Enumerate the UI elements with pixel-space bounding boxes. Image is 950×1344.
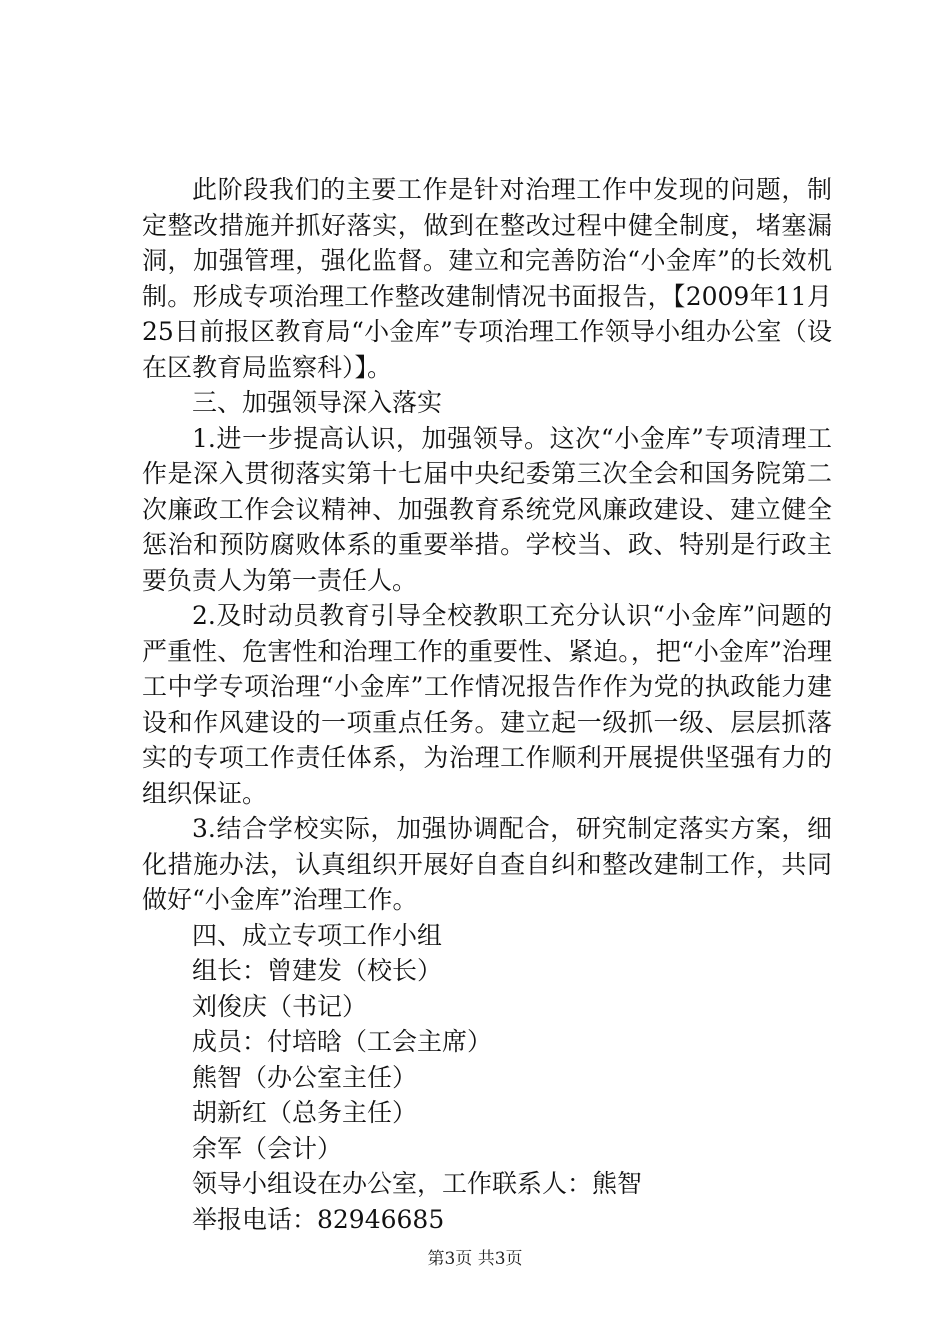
member-line: 胡新红（总务主任） — [192, 1098, 418, 1127]
paragraph-item-1: 1.进一步提高认识，加强领导。这次“小金库”专项清理工作是深入贯彻落实第十七届中央纪委第三次全会和国务院第二次廉政工作会议精神、加强教育系统党风廉政建设、建立健全惩治和预防腐败体系的重要举措。学校当、政、特别是行政主要负责人为第一责任人。 — [142, 423, 832, 595]
paragraph-rectification: 此阶段我们的主要工作是针对治理工作中发现的问题，制定整改措施并抓好落实，做到在整改过程中健全制度，堵塞漏洞，加强管理，强化监督。建立和完善防治“小金库”的长效机制。形成专项治理工作整改建制情况书面报告，【2009年11月25日前报区教育局“小金库”专项治理工作领导小组办公室（设在区教育局监察科）】。 — [142, 175, 832, 382]
member-line: 刘俊庆（书记） — [192, 991, 368, 1021]
member-line: 熊智（办公室主任） — [192, 1062, 418, 1092]
member-line: 成员：付培晗（工会主席） — [192, 1027, 493, 1056]
member-line: 组长：曾建发（校长） — [192, 956, 443, 985]
paragraph-item-3: 3.结合学校实际，加强协调配合，研究制定落实方案，细化措施办法，认真组织开展好自查自纠和整改建制工作，共同做好“小金库”治理工作。 — [142, 814, 832, 914]
hotline-line: 举报电话：82946685 — [192, 1204, 445, 1234]
section-heading-leadership: 三、加强领导深入落实 — [192, 388, 443, 417]
paragraph-item-2: 2.及时动员教育引导全校教职工充分认识“小金库”问题的严重性、危害性和治理工作的重要性、紧迫。，把“小金库”治理工中学专项治理“小金库”工作情况报告作作为党的执政能力建设和作风建设的一项重点任务。建立起一级抓一级、层层抓落实的专项工作责任体系，为治理工作顺利开展提供坚强有力的组织保证。 — [142, 601, 832, 808]
page-number-footer: 第3页 共3页 — [427, 1249, 523, 1269]
document-body — [142, 172, 832, 1237]
member-line: 余军（会计） — [192, 1133, 343, 1163]
section-heading-working-group: 四、成立专项工作小组 — [192, 920, 443, 950]
contact-line: 领导小组设在办公室，工作联系人：熊智 — [192, 1169, 643, 1198]
